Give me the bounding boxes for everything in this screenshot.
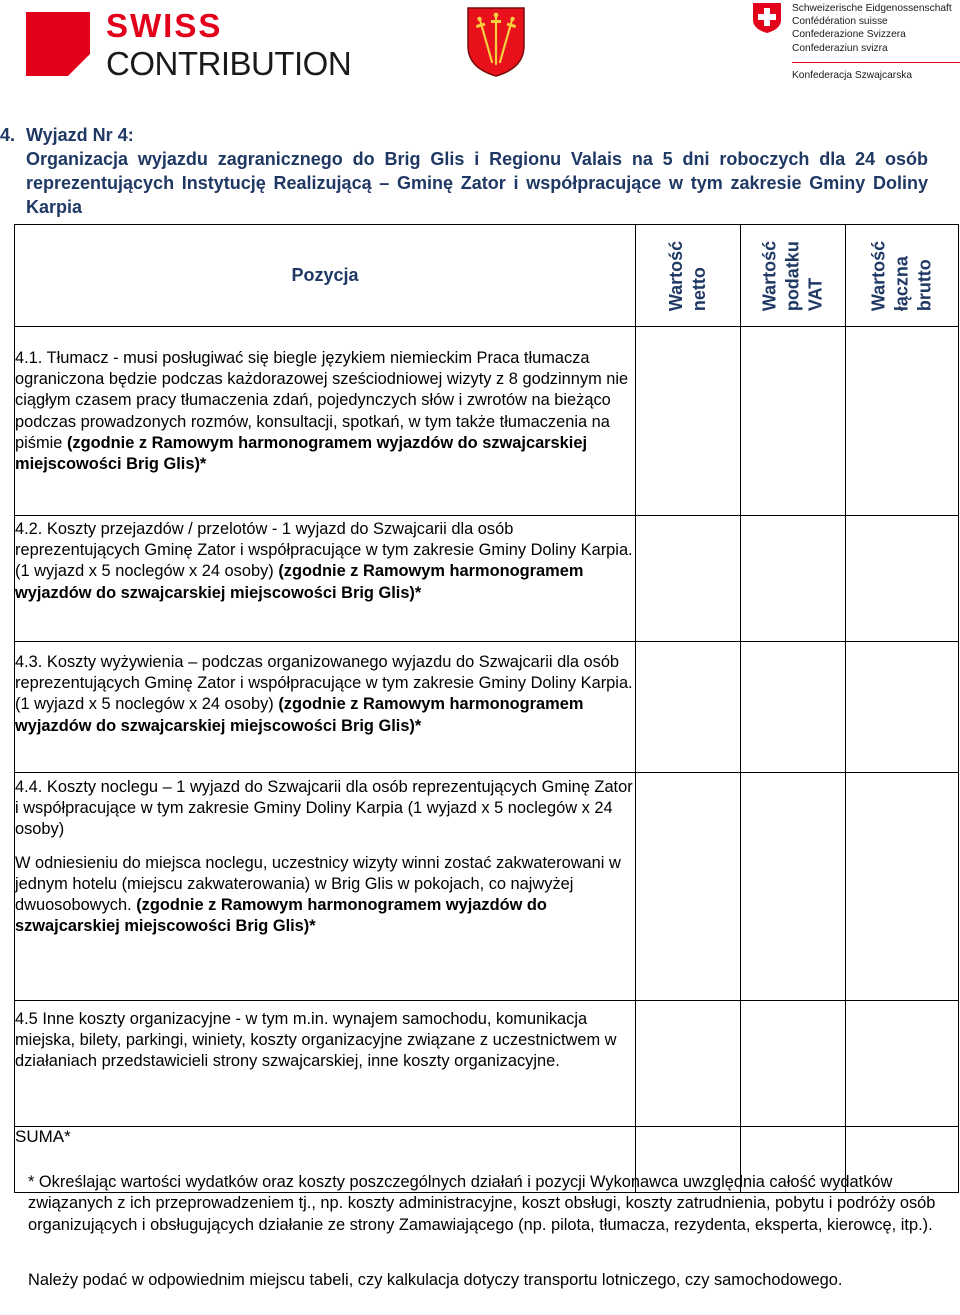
table-row bbox=[15, 642, 959, 773]
row-bold-note: (zgodnie z Ramowym harmonogramem wyjazdów do szwajcarskiej miejscowości Brig Glis)* bbox=[15, 896, 547, 936]
logo-swiss-text: SWISS bbox=[106, 7, 223, 44]
row-text: 4.2. Koszty przejazdów / przelotów - 1 wyjazd do Szwajcarii dla osób reprezentujących Gminę Zator i współpracujące w tym zakresie Gminy Doliny Karpia. (1 wyjazd x 5 noclegów x 24 osoby) bbox=[15, 520, 633, 581]
net-value-cell[interactable] bbox=[636, 773, 741, 1001]
row-catering-cost bbox=[15, 642, 636, 773]
row-text: 4.3. Koszty wyżywienia – podczas organizowanego wyjazdu do Szwajcarii dla osób reprezentujących Gminę Zator i współpracujące w tym zakresie Gminy Doliny Karpia. bbox=[15, 653, 633, 693]
row-bold-note: (zgodnie z Ramowym harmonogramem wyjazdów do szwajcarskiej miejscowości Brig Glis)* bbox=[15, 433, 588, 474]
header-vat-line3: VAT bbox=[805, 277, 826, 311]
table-row bbox=[15, 516, 959, 642]
row-text-2: (1 wyjazd x 5 noclegów x 24 osoby) bbox=[15, 695, 274, 714]
confederation-name-de: Schweizerische Eidgenossenschaft bbox=[792, 3, 952, 14]
confederation-divider bbox=[792, 62, 960, 63]
gross-value-cell[interactable] bbox=[846, 1001, 959, 1127]
footnote-costs: * Określając wartości wydatków oraz koszty poszczególnych działań i pozycji Wykonawca uwzględnia całość wydatków związanych z ich przeprowadzeniem tj., np. koszty administracyjne, koszt obsługi, koszty zatrudnienia, pobytu i podróży osób organizujących i obsługujących działanie ze strony Zamawiającego (np. pilota, tłumacza, rezydenta, eksperta, kierowcę, itp.). bbox=[28, 1173, 936, 1234]
vat-value-cell[interactable] bbox=[741, 327, 846, 516]
header-vat-value bbox=[741, 225, 846, 327]
row-text: 4.5 Inne koszty organizacyjne - w tym m.in. wynajem samochodu, komunikacja miejska, bilety, parkingi, winiety, koszty organizacyjne związane z uczestnictwem w działaniach przedstawicieli strony szwajcarskiej, inne koszty organizacyjne. bbox=[15, 1010, 617, 1071]
net-value-cell[interactable] bbox=[636, 327, 741, 516]
table-header-row bbox=[15, 225, 959, 327]
section-title: Wyjazd Nr 4: bbox=[26, 125, 134, 145]
section-number: 4. bbox=[0, 125, 16, 145]
swiss-cross-icon bbox=[752, 2, 782, 34]
section-description: Organizacja wyjazdu zagranicznego do Brig Glis i Regionu Valais na 5 dni roboczych dla 24 osób reprezentujących Instytucję Realizującą – Gminę Zator i współpracujące w tym zakresie Gminy Doliny Karpia bbox=[26, 149, 928, 217]
gross-value-cell[interactable] bbox=[846, 773, 959, 1001]
gross-value-cell[interactable] bbox=[846, 516, 959, 642]
confederation-name-fr: Confédération suisse bbox=[792, 16, 888, 28]
coat-of-arms-icon bbox=[464, 6, 528, 78]
row-text: 4.1. Tłumacz - musi posługiwać się biegle językiem niemieckim Praca tłumacza ograniczona będzie podczas każdorazowej sześciodniowej wizyty z 8 godzinnym nie ciągłym czasem pracy tłumaczenia zdań, pojedynczych słów i zwrotów na bieżąco podczas prowadzonych rozmów, konsultacji, spotkań, w tym także tłumaczenia na piśmie bbox=[15, 349, 629, 452]
confederation-name-rm: Confederaziun svizra bbox=[792, 42, 888, 54]
net-value-cell[interactable] bbox=[636, 1001, 741, 1127]
row-accommodation-cost bbox=[15, 773, 636, 1001]
confederation-name-it: Confederazione Svizzera bbox=[792, 29, 906, 41]
vat-value-cell[interactable] bbox=[741, 1001, 846, 1127]
swiss-confederation-logo bbox=[752, 2, 960, 84]
gross-value-cell[interactable] bbox=[846, 642, 959, 773]
header-vat-line1: Wartość bbox=[759, 240, 780, 311]
confederation-name-pl: Konfederacja Szwajcarska bbox=[792, 70, 913, 81]
confederation-names bbox=[792, 2, 952, 55]
header-vat-line2: podatku bbox=[782, 240, 803, 311]
swiss-contribution-flag-icon bbox=[26, 12, 90, 76]
vat-value-cell[interactable] bbox=[741, 773, 846, 1001]
header-net-line2: netto bbox=[689, 266, 709, 311]
row-text: 4.4. Koszty noclegu – 1 wyjazd do Szwajcarii dla osób reprezentujących Gminę Zator i współpracujące w tym zakresie Gminy Doliny Karpia (1 wyjazd x 5 noclegów x 24 osoby) bbox=[15, 778, 633, 839]
swiss-contribution-logo bbox=[26, 7, 352, 82]
row-travel-cost bbox=[15, 516, 636, 642]
logo-contribution-text: CONTRIBUTION bbox=[106, 45, 352, 82]
header-net-value bbox=[636, 225, 741, 327]
table-row bbox=[15, 1001, 959, 1127]
table-row bbox=[15, 773, 959, 1001]
row-bold-note: (zgodnie z Ramowym harmonogramem wyjazdów do szwajcarskiej miejscowości Brig Glis)* bbox=[15, 562, 584, 602]
header-position-label: Pozycja bbox=[291, 265, 359, 285]
header-gross-line2: łączna bbox=[891, 255, 912, 311]
footnote-transport: Należy podać w odpowiednim miejscu tabeli, czy kalkulacja dotyczy transportu lotniczego, czy samochodowego. bbox=[28, 1271, 843, 1289]
vat-value-cell[interactable] bbox=[741, 642, 846, 773]
net-value-cell[interactable] bbox=[636, 642, 741, 773]
row-translator-cost bbox=[15, 327, 636, 516]
header-position bbox=[15, 225, 636, 327]
net-value-cell[interactable] bbox=[636, 516, 741, 642]
header-net-line1: Wartość bbox=[666, 240, 686, 311]
header-gross-value bbox=[846, 225, 959, 327]
row-text-2: W odniesieniu do miejsca noclegu, uczestnicy wizyty winni zostać zakwaterowani w jednym hotelu (miejscu zakwaterowania) w Brig Glis w pokojach, co najwyżej dwuosobowych. bbox=[15, 853, 621, 915]
gross-value-cell[interactable] bbox=[846, 327, 959, 516]
row-other-costs bbox=[15, 1001, 636, 1127]
header-gross-line3: brutto bbox=[914, 258, 935, 311]
vat-value-cell[interactable] bbox=[741, 516, 846, 642]
sum-label: SUMA* bbox=[15, 1127, 636, 1193]
table-row bbox=[15, 327, 959, 516]
cost-table bbox=[14, 224, 959, 1193]
row-bold-note: (zgodnie z Ramowym harmonogramem wyjazdów do szwajcarskiej miejscowości Brig Glis)* bbox=[15, 695, 584, 735]
header-gross-line1: Wartość bbox=[868, 240, 889, 311]
